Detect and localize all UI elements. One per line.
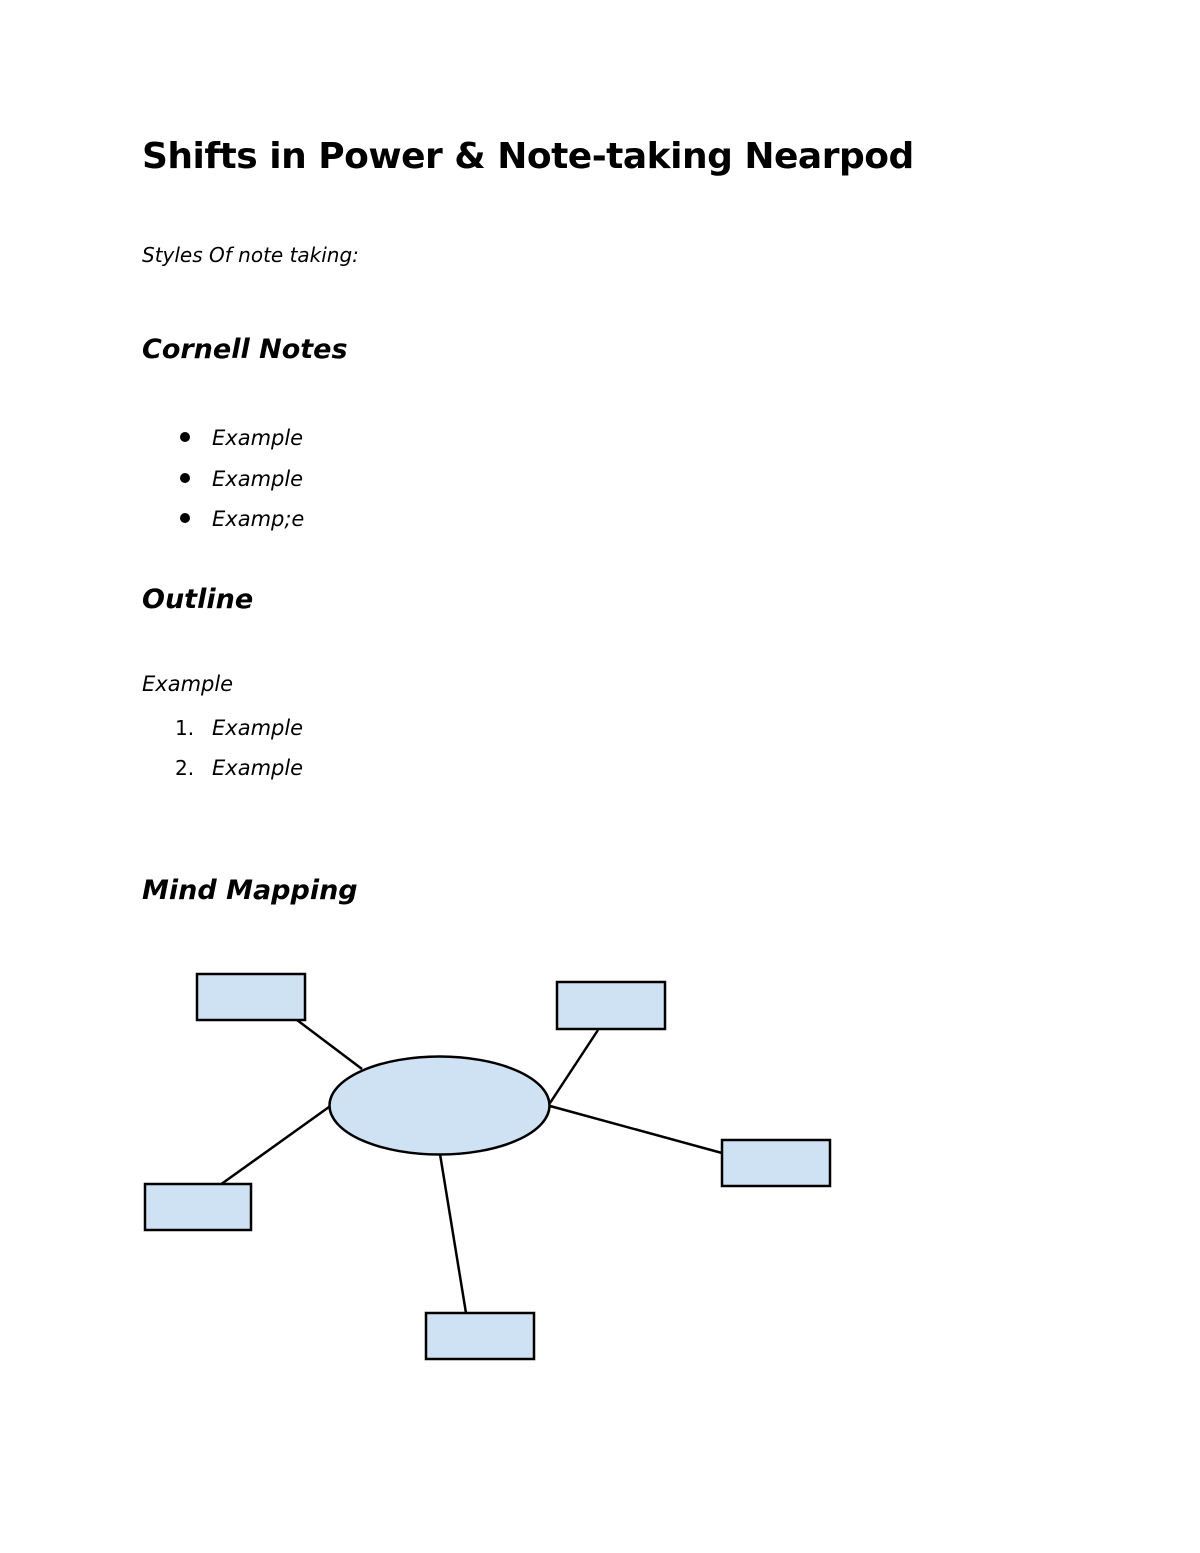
branch-node-box xyxy=(145,1184,251,1230)
branch-node-box xyxy=(722,1140,830,1186)
branch-node-box xyxy=(197,974,305,1020)
branch-node-box xyxy=(426,1313,534,1359)
connector-line xyxy=(297,1020,362,1069)
connector-line xyxy=(550,1030,598,1103)
subtitle: Styles Of note taking: xyxy=(142,243,359,267)
list-number: 1. xyxy=(175,716,195,740)
heading-outline: Outline xyxy=(142,584,254,615)
outline-lead-text: Example xyxy=(142,672,234,696)
list-number: 2. xyxy=(175,755,195,780)
connector-line xyxy=(440,1154,466,1313)
list-item-text: Examp;e xyxy=(212,507,305,531)
heading-mind-mapping: Mind Mapping xyxy=(142,875,358,906)
list-item-text: Example xyxy=(212,466,304,491)
connector-line xyxy=(550,1106,722,1153)
branch-node-box xyxy=(557,982,665,1029)
list-item-text: Example xyxy=(212,755,304,780)
list-item-text: Example xyxy=(212,426,304,450)
heading-cornell-notes: Cornell Notes xyxy=(142,334,348,365)
document-title: Shifts in Power & Note-taking Nearpod xyxy=(142,136,914,177)
list-item-text: Example xyxy=(212,716,304,740)
connector-line xyxy=(220,1107,329,1185)
central-node-ellipse xyxy=(330,1057,550,1155)
